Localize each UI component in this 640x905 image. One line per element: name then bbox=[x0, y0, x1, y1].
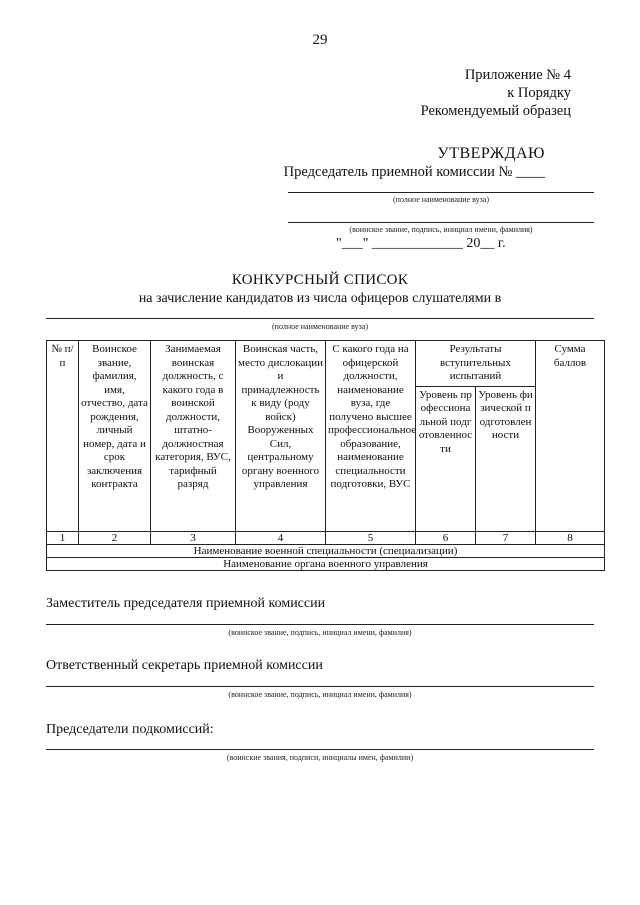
page-number: 29 bbox=[312, 32, 328, 48]
header-results: Результаты вступительных испытаний bbox=[416, 341, 536, 387]
column-number: 3 bbox=[151, 532, 236, 545]
appendix-sample: Рекомендуемый образец bbox=[420, 103, 571, 119]
table-authority-row bbox=[47, 558, 605, 571]
approval-block bbox=[284, 145, 545, 181]
header-number: № п/п bbox=[47, 341, 79, 532]
deputy-chairman-label: Заместитель председателя приемной комиссии bbox=[46, 596, 326, 611]
subcommittees-caption: (воинские звания, подписи, инициалы имен, фамилии) bbox=[226, 753, 414, 762]
list-university-line bbox=[46, 318, 594, 319]
signature-line bbox=[288, 222, 594, 223]
column-number: 1 bbox=[47, 532, 79, 545]
column-number: 5 bbox=[326, 532, 416, 545]
signature-caption: (воинское звание, подпись, инициал имени, фамилия) bbox=[349, 225, 533, 234]
header-military-unit: Воинская часть, место дислокации и принадлежность к виду (роду войск) Вооруженных Сил, центральному органу военного управления bbox=[236, 341, 326, 532]
approval-title: УТВЕРЖДАЮ bbox=[437, 145, 545, 162]
specialty-name: Наименование военной специальности (специализации) bbox=[47, 545, 605, 558]
column-number: 4 bbox=[236, 532, 326, 545]
authority-name: Наименование органа военного управления bbox=[47, 558, 605, 571]
appendix-number: Приложение № 4 bbox=[464, 67, 571, 83]
header-total-score: Сумма баллов bbox=[536, 341, 605, 532]
appendix-order: к Порядку bbox=[507, 85, 571, 101]
table-specialty-row bbox=[47, 545, 605, 558]
university-caption: (полное наименование вуза) bbox=[393, 195, 489, 204]
column-number: 2 bbox=[79, 532, 151, 545]
table-header-row bbox=[47, 341, 605, 387]
list-subtitle: на зачисление кандидатов из числа офицеров слушателями в bbox=[138, 291, 502, 306]
table-number-row bbox=[47, 532, 605, 545]
approval-date: "___" _____________ 20__ г. bbox=[336, 236, 506, 251]
header-physical-level: Уровень физической подготовленности bbox=[476, 386, 536, 532]
secretary-signature-line bbox=[46, 686, 594, 687]
list-title: КОНКУРСНЫЙ СПИСОК bbox=[231, 272, 409, 288]
appendix-block bbox=[421, 66, 571, 120]
secretary-caption: (воинское звание, подпись, инициал имени, фамилия) bbox=[228, 690, 412, 699]
column-number: 6 bbox=[416, 532, 476, 545]
university-line bbox=[288, 192, 594, 193]
approval-chairman: Председатель приемной комиссии № ____ bbox=[283, 164, 545, 180]
subcommittees-label: Председатели подкомиссий: bbox=[46, 722, 214, 737]
header-education: С какого года на офицерской должности, наименование вуза, где получено высшее профессиональное образование, наименование специальности подготовки, ВУС bbox=[326, 341, 416, 532]
deputy-signature-line bbox=[46, 624, 594, 625]
competition-table bbox=[46, 340, 605, 571]
secretary-label: Ответственный секретарь приемной комиссии bbox=[46, 658, 323, 673]
header-rank-name: Воинское звание, фамилия, имя, отчество, дата рождения, личный номер, дата и срок заключения контракта bbox=[79, 341, 151, 532]
deputy-caption: (воинское звание, подпись, инициал имени, фамилия) bbox=[228, 628, 412, 637]
header-position: Занимаемая воинская должность, с какого года в воинской должности, штатно-должностная категория, ВУС, тарифный разряд bbox=[151, 341, 236, 532]
list-university-caption: (полное наименование вуза) bbox=[272, 322, 368, 331]
subcommittees-signature-line bbox=[46, 749, 594, 750]
column-number: 7 bbox=[476, 532, 536, 545]
column-number: 8 bbox=[536, 532, 605, 545]
header-professional-level: Уровень профессиональной подготовленности bbox=[416, 386, 476, 532]
